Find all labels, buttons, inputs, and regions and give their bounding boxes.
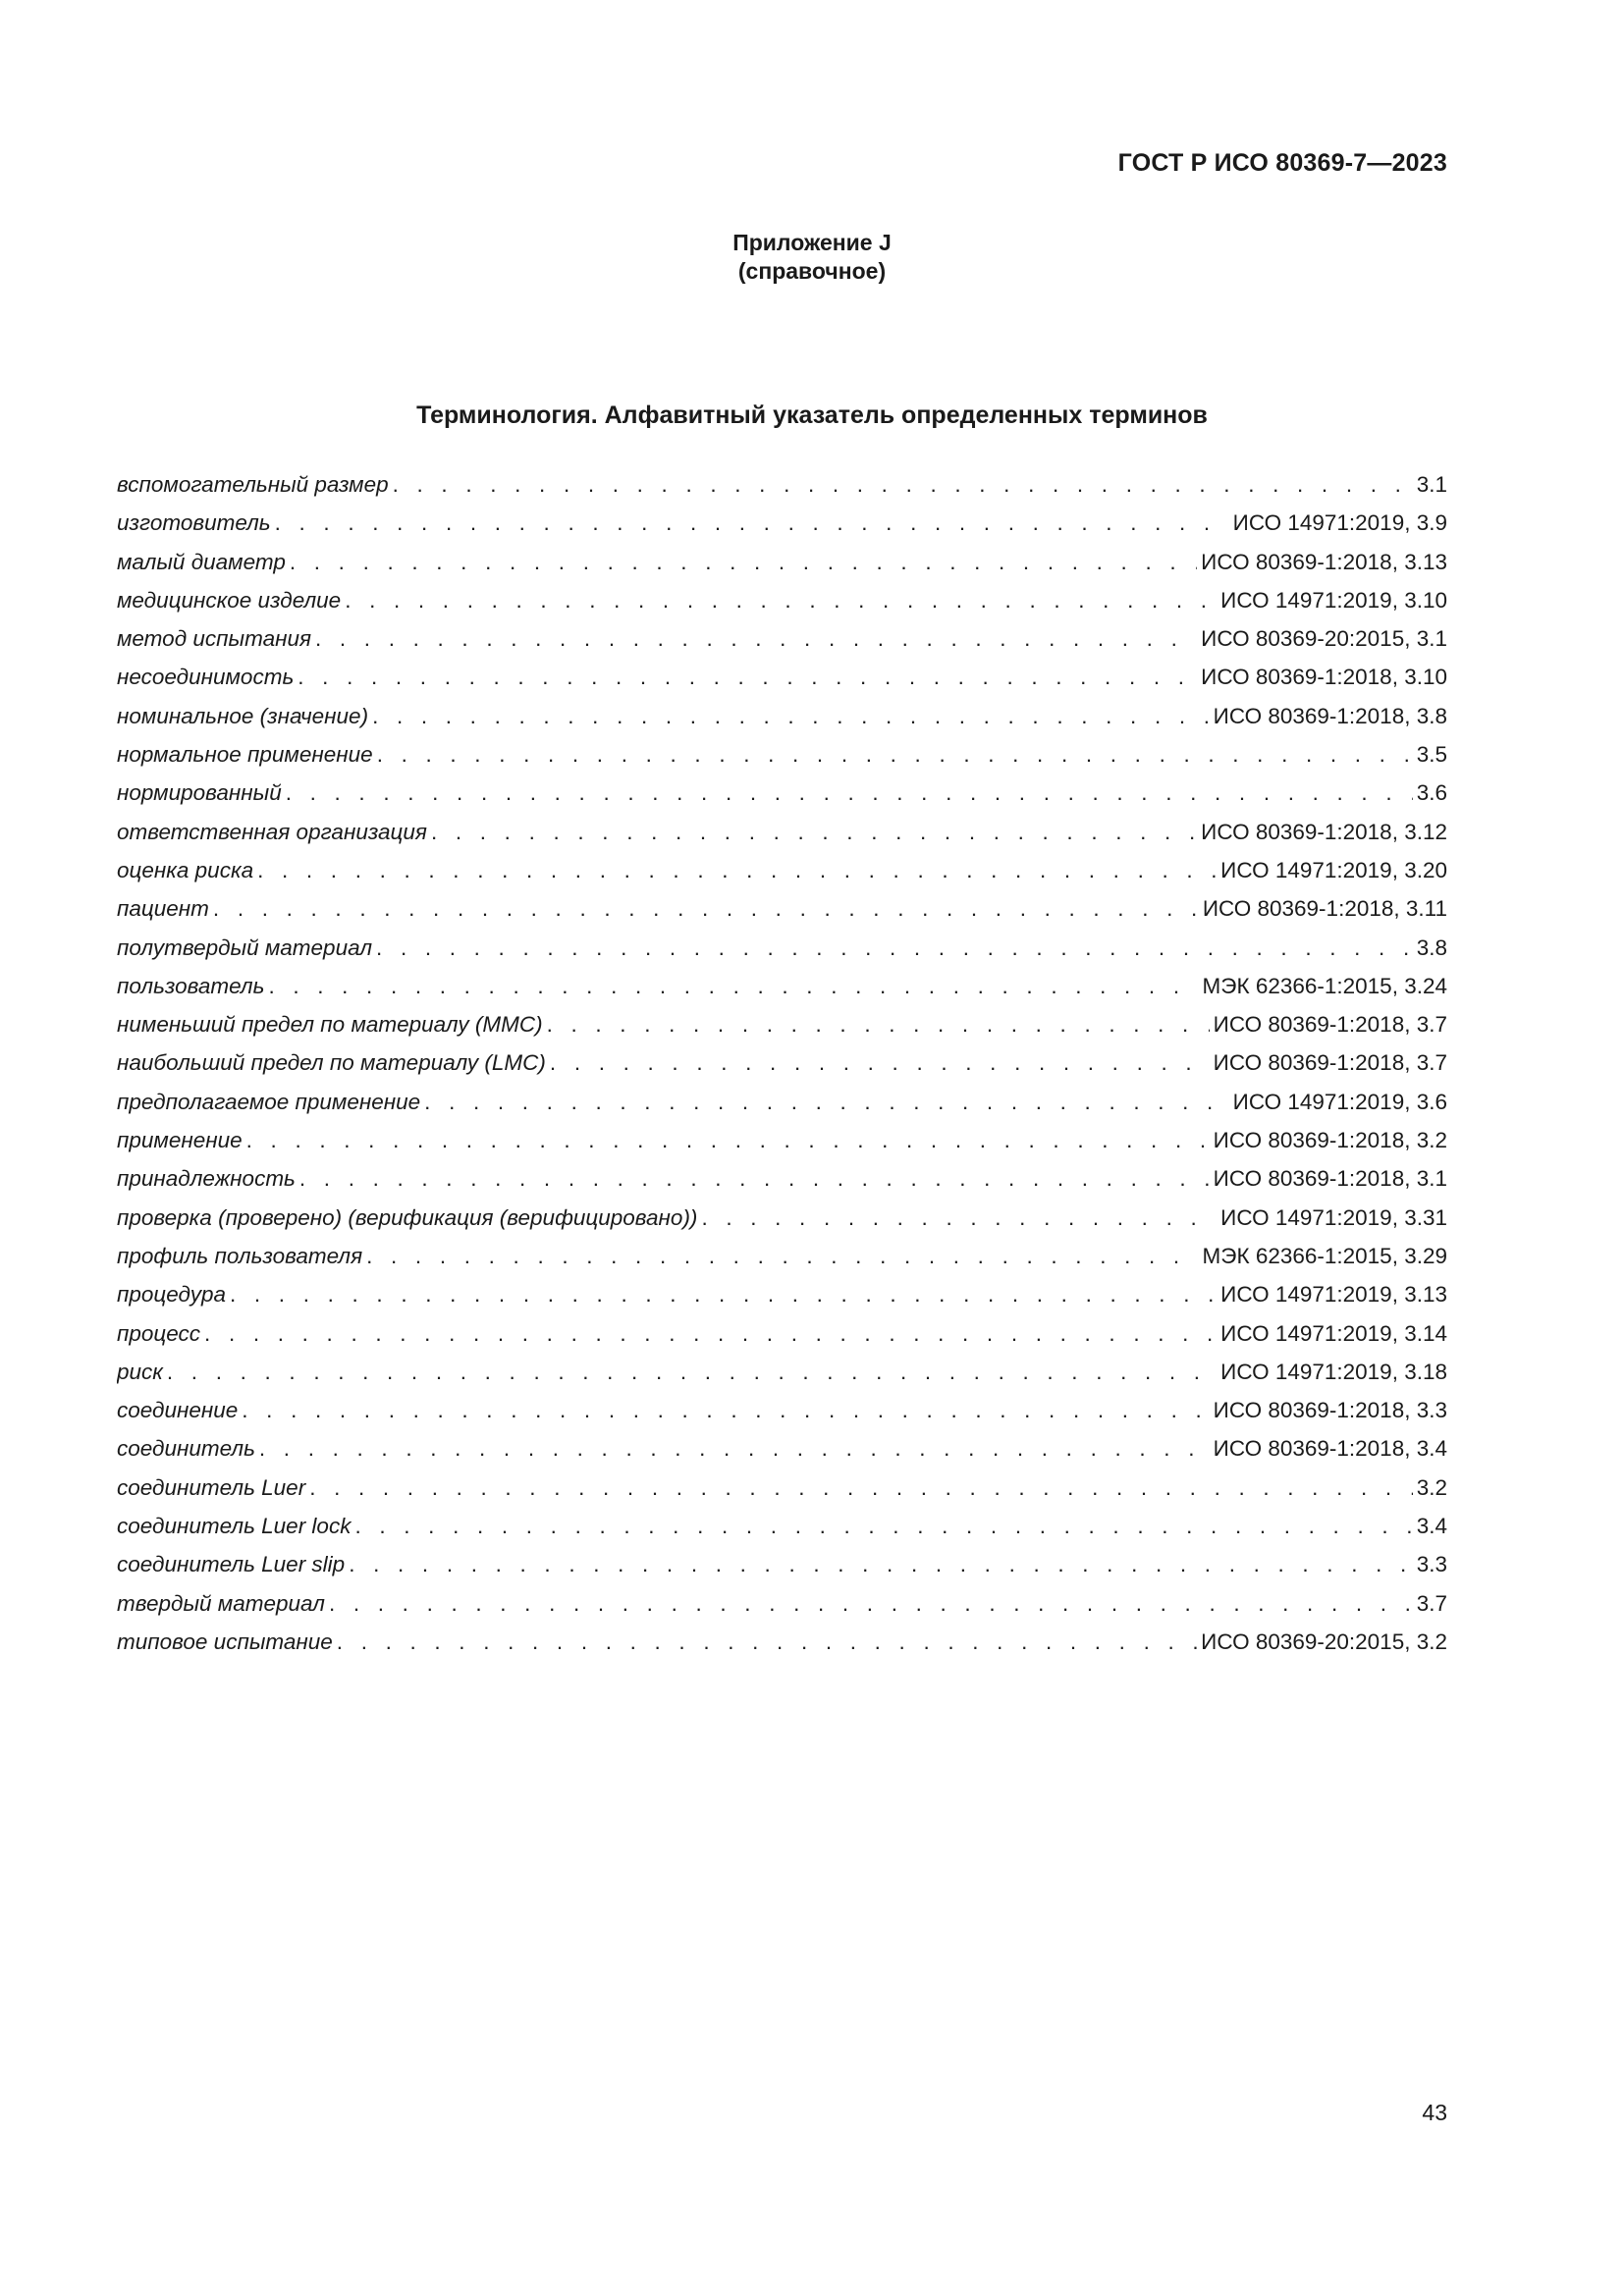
- dot-leader: [393, 472, 1413, 498]
- index-term: малый диаметр: [117, 549, 286, 574]
- index-reference: ИСО 80369-1:2018, 3.12: [1201, 819, 1447, 844]
- index-reference: ИСО 80369-20:2015, 3.1: [1201, 626, 1447, 652]
- index-entry: [117, 742, 1447, 780]
- index-entry: [117, 1552, 1447, 1590]
- index-entry: [117, 1205, 1447, 1244]
- index-entry: [117, 1282, 1447, 1320]
- index-reference: ИСО 14971:2019, 3.10: [1220, 587, 1447, 613]
- dot-leader: [372, 704, 1210, 729]
- index-term: вспомогательный размер: [117, 472, 389, 497]
- document-code: ГОСТ Р ИСО 80369-7—2023: [1117, 149, 1447, 177]
- index-entry: [117, 1360, 1447, 1398]
- index-entry: [117, 1436, 1447, 1474]
- index-term: нормированный: [117, 780, 282, 806]
- index-reference: ИСО 14971:2019, 3.14: [1220, 1320, 1447, 1346]
- appendix-heading: [0, 229, 1624, 286]
- index-term: пациент: [117, 896, 209, 922]
- index-entry: [117, 626, 1447, 665]
- dot-leader: [167, 1360, 1217, 1385]
- index-reference: 3.8: [1416, 934, 1447, 960]
- dot-leader: [431, 820, 1197, 845]
- index-reference: МЭК 62366-1:2015, 3.29: [1202, 1243, 1447, 1268]
- index-term: соединитель Luer slip: [117, 1552, 346, 1577]
- index-term: нормальное применение: [117, 742, 373, 768]
- index-entry: [117, 510, 1447, 549]
- index-reference: 3.4: [1416, 1514, 1447, 1539]
- index-term: принадлежность: [117, 1166, 296, 1192]
- index-entry: [117, 665, 1447, 703]
- index-reference: 3.7: [1416, 1590, 1447, 1616]
- dot-leader: [377, 742, 1413, 768]
- index-entry: [117, 1398, 1447, 1436]
- dot-leader: [298, 665, 1197, 690]
- index-entry: [117, 1629, 1447, 1668]
- term-index-list: [117, 472, 1447, 1668]
- dot-leader: [213, 896, 1199, 922]
- dot-leader: [309, 1475, 1413, 1501]
- index-reference: ИСО 80369-1:2018, 3.11: [1202, 896, 1447, 922]
- index-term: процесс: [117, 1320, 201, 1346]
- dot-leader: [246, 1128, 1210, 1153]
- index-term: соединитель Luer lock: [117, 1514, 352, 1539]
- appendix-title: Приложение J: [732, 230, 892, 255]
- dot-leader: [230, 1282, 1217, 1308]
- index-reference: ИСО 80369-1:2018, 3.7: [1213, 1012, 1447, 1038]
- index-reference: ИСО 14971:2019, 3.13: [1220, 1282, 1447, 1308]
- index-term: твердый материал: [117, 1590, 325, 1616]
- index-entry: [117, 1514, 1447, 1552]
- index-reference: ИСО 80369-1:2018, 3.2: [1213, 1128, 1447, 1153]
- index-reference: ИСО 14971:2019, 3.20: [1220, 857, 1447, 882]
- index-term: наибольший предел по материалу (LMC): [117, 1050, 546, 1076]
- index-reference: 3.5: [1416, 742, 1447, 768]
- index-reference: ИСО 80369-1:2018, 3.13: [1201, 549, 1447, 574]
- index-reference: 3.3: [1416, 1552, 1447, 1577]
- index-term: профиль пользователя: [117, 1243, 363, 1268]
- index-reference: 3.1: [1416, 472, 1447, 497]
- index-entry: [117, 896, 1447, 934]
- index-title: Терминология. Алфавитный указатель определенных терминов: [416, 401, 1208, 429]
- index-entry: [117, 858, 1447, 896]
- index-term: типовое испытание: [117, 1629, 333, 1654]
- index-term: проверка (проверено) (верификация (верифицировано)): [117, 1204, 698, 1230]
- index-reference: ИСО 80369-1:2018, 3.3: [1213, 1398, 1447, 1423]
- dot-leader: [268, 974, 1198, 999]
- index-reference: ИСО 80369-1:2018, 3.4: [1213, 1436, 1447, 1462]
- appendix-status: (справочное): [737, 258, 887, 284]
- dot-leader: [315, 626, 1197, 652]
- index-reference: ИСО 80369-1:2018, 3.1: [1213, 1166, 1447, 1192]
- index-entry: [117, 1321, 1447, 1360]
- index-term: соединитель: [117, 1436, 255, 1462]
- index-term: соединитель Luer: [117, 1474, 306, 1500]
- index-reference: ИСО 80369-20:2015, 3.2: [1201, 1629, 1447, 1654]
- index-reference: ИСО 14971:2019, 3.31: [1220, 1204, 1447, 1230]
- index-entry: [117, 1244, 1447, 1282]
- dot-leader: [275, 510, 1229, 536]
- index-term: пользователь: [117, 973, 265, 998]
- dot-leader: [550, 1050, 1210, 1076]
- index-term: номинальное (значение): [117, 703, 369, 728]
- index-term: соединение: [117, 1398, 239, 1423]
- index-entry: [117, 1090, 1447, 1128]
- index-term: оценка риска: [117, 857, 254, 882]
- index-reference: ИСО 80369-1:2018, 3.10: [1201, 665, 1447, 690]
- dot-leader: [337, 1629, 1197, 1655]
- index-term: изготовитель: [117, 510, 271, 536]
- index-entry: [117, 820, 1447, 858]
- index-reference: МЭК 62366-1:2015, 3.24: [1202, 973, 1447, 998]
- dot-leader: [366, 1244, 1198, 1269]
- index-entry: [117, 1050, 1447, 1089]
- index-reference: ИСО 14971:2019, 3.18: [1220, 1359, 1447, 1384]
- index-entry: [117, 780, 1447, 819]
- dot-leader: [376, 935, 1413, 961]
- index-reference: ИСО 14971:2019, 3.9: [1232, 510, 1447, 536]
- index-term: предполагаемое применение: [117, 1089, 421, 1114]
- dot-leader: [259, 1436, 1210, 1462]
- index-term: медицинское изделие: [117, 587, 342, 613]
- dot-leader: [424, 1090, 1228, 1115]
- index-term: полутвердый материал: [117, 934, 373, 960]
- index-entry: [117, 1166, 1447, 1204]
- index-term: процедура: [117, 1282, 226, 1308]
- index-entry: [117, 1012, 1447, 1050]
- index-term: нименьший предел по материалу (MMC): [117, 1012, 543, 1038]
- dot-leader: [329, 1591, 1413, 1617]
- page-number: 43: [1422, 2100, 1447, 2125]
- dot-leader: [349, 1552, 1413, 1577]
- index-term: применение: [117, 1128, 243, 1153]
- index-reference: ИСО 80369-1:2018, 3.8: [1213, 703, 1447, 728]
- index-reference: 3.6: [1416, 780, 1447, 806]
- index-term: несоединимость: [117, 665, 295, 690]
- index-entry: [117, 935, 1447, 974]
- index-reference: ИСО 14971:2019, 3.6: [1232, 1089, 1447, 1114]
- index-term: ответственная организация: [117, 819, 427, 844]
- dot-leader: [299, 1166, 1210, 1192]
- index-entry: [117, 1128, 1447, 1166]
- dot-leader: [701, 1205, 1217, 1231]
- dot-leader: [547, 1012, 1210, 1038]
- index-entry: [117, 472, 1447, 510]
- index-entry: [117, 974, 1447, 1012]
- index-entry: [117, 704, 1447, 742]
- index-term: риск: [117, 1359, 163, 1384]
- index-reference: 3.2: [1416, 1474, 1447, 1500]
- index-entry: [117, 588, 1447, 626]
- dot-leader: [354, 1514, 1412, 1539]
- dot-leader: [257, 858, 1217, 883]
- index-term: метод испытания: [117, 626, 311, 652]
- dot-leader: [242, 1398, 1209, 1423]
- index-entry: [117, 550, 1447, 588]
- index-entry: [117, 1591, 1447, 1629]
- index-reference: ИСО 80369-1:2018, 3.7: [1213, 1050, 1447, 1076]
- dot-leader: [286, 780, 1413, 806]
- dot-leader: [290, 550, 1197, 575]
- dot-leader: [204, 1321, 1217, 1347]
- dot-leader: [345, 588, 1217, 614]
- index-entry: [117, 1475, 1447, 1514]
